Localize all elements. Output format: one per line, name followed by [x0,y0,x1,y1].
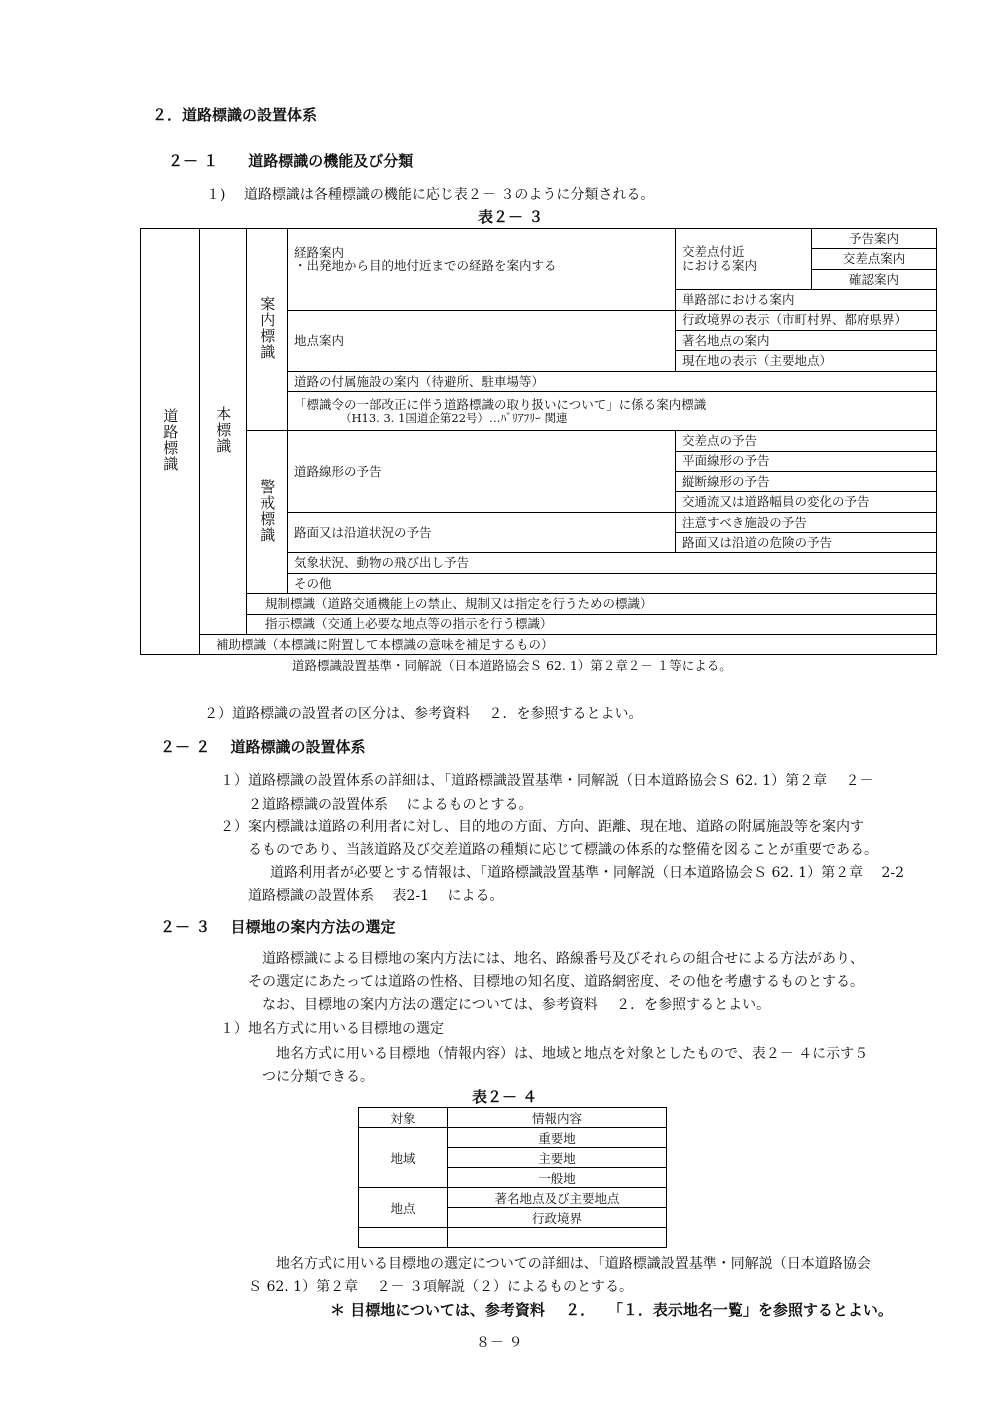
table-cell: 指示標識（交通上必要な地点等の指示を行う標識） [247,614,937,634]
table-header: 対象 [359,1108,448,1128]
table-cell: その他 [288,573,937,593]
table-cell: 路面又は沿道状況の予告 [288,512,676,553]
table-cell: 交差点案内 [812,249,937,269]
paragraph: 道路利用者が必要とする情報は、「道路標識設置基準・同解説（日本道路協会Ｓ 62. 1）第２章 2-2 [270,865,905,881]
table-cell [448,1228,667,1248]
page-number: ８－ ９ [476,1335,523,1351]
table-cell: 道路線形の予告 [288,431,676,513]
table-cell: 平面線形の予告 [676,451,937,471]
paragraph: １）地名方式に用いる目標地の選定 [220,1021,444,1037]
table-cell: 単路部における案内 [676,290,937,310]
table-2-3-caption: 表２－ ３ [478,208,544,226]
category-road-sign: 道路標識 [141,229,200,655]
table-cell: 著名地点及び主要地点 [448,1188,667,1208]
table-cell: 補助標識（本標識に附置して本標識の意味を補足するもの） [200,635,937,655]
table-cell: 重要地 [448,1128,667,1148]
table-cell: 確認案内 [812,269,937,289]
table-cell: 経路案内 ・出発地から目的地付近までの経路を案内する [288,229,676,290]
table-cell: 規制標識（道路交通機能上の禁止、規制又は指定を行うための標識） [247,594,937,614]
paragraph: ２）道路標識の設置者の区分は、参考資料 ２．を参照するとよい。 [204,706,643,722]
table-cell: 路面又は沿道の危険の予告 [676,533,937,553]
paragraph: つに分類できる。 [262,1069,374,1085]
table-cell: 交差点付近 における案内 [676,229,812,290]
table-cell: 著名地点の案内 [676,330,937,350]
reference-note: ＊ 目標地については、参考資料 ２． 「１．表示地名一覧」を参照するとよい。 [330,1301,893,1319]
table-2-4-caption: 表２－ ４ [472,1088,538,1106]
subsection-2-1-title: ２－ １ 道路標識の機能及び分類 [168,152,414,170]
paragraph: １）道路標識の設置体系の詳細は、「道路標識設置基準・同解説（日本道路協会Ｓ 62. 1）第２章 ２－ [220,773,874,789]
table-cell: 主要地 [448,1148,667,1168]
table-cell: 行政境界の表示（市町村界、都府県界） [676,310,937,330]
paragraph: 道路標識の設置体系 表2-1 による。 [248,888,504,904]
paragraph: １) 道路標識は各種標識の機能に応じ表２－ ３のように分類される。 [206,187,655,203]
table-cell: 気象状況、動物の飛び出し予告 [288,553,937,573]
paragraph: その選定にあたっては道路の性格、目標地の知名度、道路網密度、その他を考慮するものとする。 [248,974,864,990]
table-source-note: 道路標識設置基準・同解説（日本道路協会Ｓ 62. 1）第２章２－ １等による。 [292,658,732,673]
subsection-2-2-title: ２－ ２ 道路標識の設置体系 [160,738,366,756]
paragraph: 地名方式に用いる目標地（情報内容）は、地域と地点を対象としたもので、表２－ ４に示す５ [276,1046,869,1062]
paragraph: ２道路標識の設置体系 によるものとする。 [248,797,533,813]
section-heading: ２．道路標識の設置体系 [152,106,318,124]
table-cell: 道路の付属施設の案内（待避所、駐車場等） [288,371,937,391]
category-main-sign: 本標識 [200,229,247,635]
table-cell [359,1228,448,1248]
table-cell: 縦断線形の予告 [676,471,937,491]
table-header: 情報内容 [448,1108,667,1128]
paragraph: 道路標識による目標地の案内方法には、地名、路線番号及びそれらの組合せによる方法があり、 [262,951,864,967]
paragraph: Ｓ 62. 1）第２章 ２－ ３項解説（２）によるものとする。 [248,1279,633,1295]
paragraph: 地名方式に用いる目標地の選定についての詳細は、「道路標識設置基準・同解説（日本道路協会 [276,1256,871,1272]
table-cell: 予告案内 [812,229,937,249]
table-cell: 交差点の予告 [676,431,937,451]
category-guide-sign: 案内標識 [247,229,288,431]
table-2-4 [358,1107,667,1248]
subsection-2-3-title: ２－ ３ 目標地の案内方法の選定 [160,918,396,936]
table-cell: 一般地 [448,1168,667,1188]
table-cell: 「標識令の一部改正に伴う道路標識の取り扱いについて」に係る案内標識 （H13. 3. 1国道企第22号）…ﾊﾞﾘｱﾌﾘｰ 関連 [288,392,937,431]
table-cell: 現在地の表示（主要地点） [676,351,937,371]
table-cell: 注意すべき施設の予告 [676,512,937,532]
paragraph: るものであり、当該道路及び交差道路の種類に応じて標識の体系的な整備を図ることが重要である。 [248,842,878,858]
table-cell: 交通流又は道路幅員の変化の予告 [676,492,937,512]
table-cell: 地域 [359,1128,448,1188]
table-cell [288,290,676,310]
table-cell: 地点案内 [288,310,676,371]
paragraph: なお、目標地の案内方法の選定については、参考資料 ２．を参照するとよい。 [262,997,771,1013]
table-2-3 [140,228,937,655]
table-cell: 行政境界 [448,1208,667,1228]
paragraph: ２）案内標識は道路の利用者に対し、目的地の方面、方向、距離、現在地、道路の附属施設等を案内す [220,819,864,835]
category-warning-sign: 警戒標識 [247,431,288,594]
table-cell: 地点 [359,1188,448,1228]
